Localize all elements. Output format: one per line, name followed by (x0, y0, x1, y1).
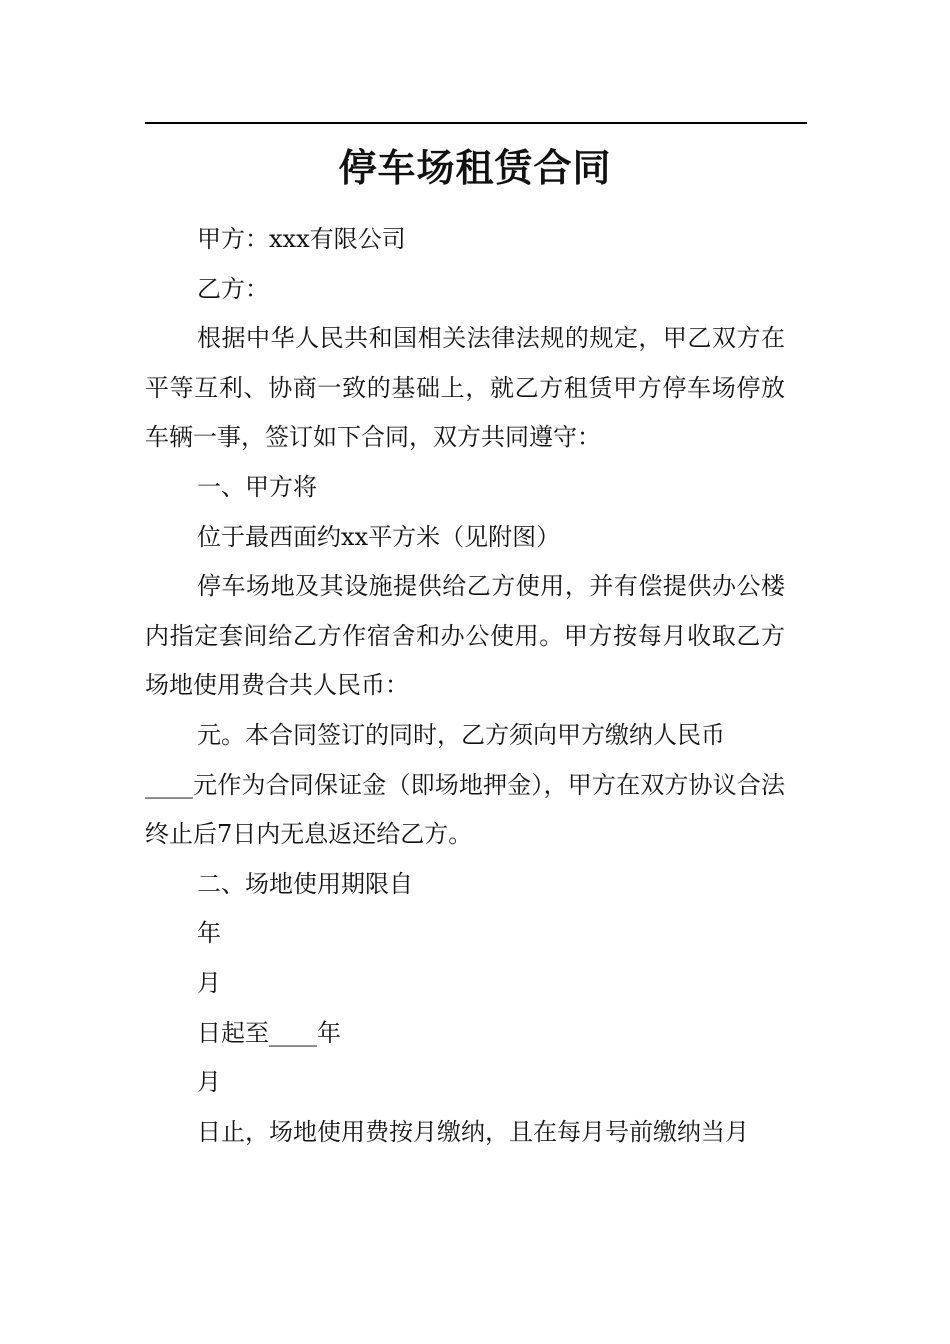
document-title: 停车场租赁合同 (338, 145, 612, 190)
clause-2-heading: 二、场地使用期限自 (197, 869, 413, 898)
party-a-line: 甲方：xxx有限公司 (197, 225, 406, 253)
clause-1-deposit-terms: ____元作为合同保证金（即场地押金），甲方在双方协议合法终止后7日内无息返还给乙方。 (145, 770, 785, 849)
party-b-line: 乙方： (197, 274, 269, 303)
clause-2-start-month: 月 (197, 968, 221, 997)
clause-2-end-month: 月 (197, 1068, 221, 1097)
clause-2-start-day-end-year: 日起至____年 (197, 1018, 341, 1047)
clause-2-payment-terms: 日止，场地使用费按月缴纳，且在每月号前缴纳当月 (197, 1117, 749, 1146)
clause-1-deposit-intro: 元。本合同签订的同时，乙方须向甲方缴纳人民币 (197, 720, 725, 749)
clause-2-start-year: 年 (197, 919, 221, 948)
clause-1-facilities: 停车场地及其设施提供给乙方使用，并有偿提供办公楼内指定套间给乙方作宿舍和办公使用。甲方按每月收取乙方场地使用费合共人民币： (145, 572, 785, 700)
clause-1-location: 位于最西面约xx平方米（见附图） (197, 522, 561, 551)
clause-1-heading: 一、甲方将 (197, 472, 317, 501)
document-body (145, 215, 785, 1157)
header-rule (145, 122, 807, 124)
preamble-paragraph: 根据中华人民共和国相关法律法规的规定，甲乙双方在平等互利、协商一致的基础上，就乙方租赁甲方停车场停放车辆一事，签订如下合同，双方共同遵守： (145, 324, 785, 452)
